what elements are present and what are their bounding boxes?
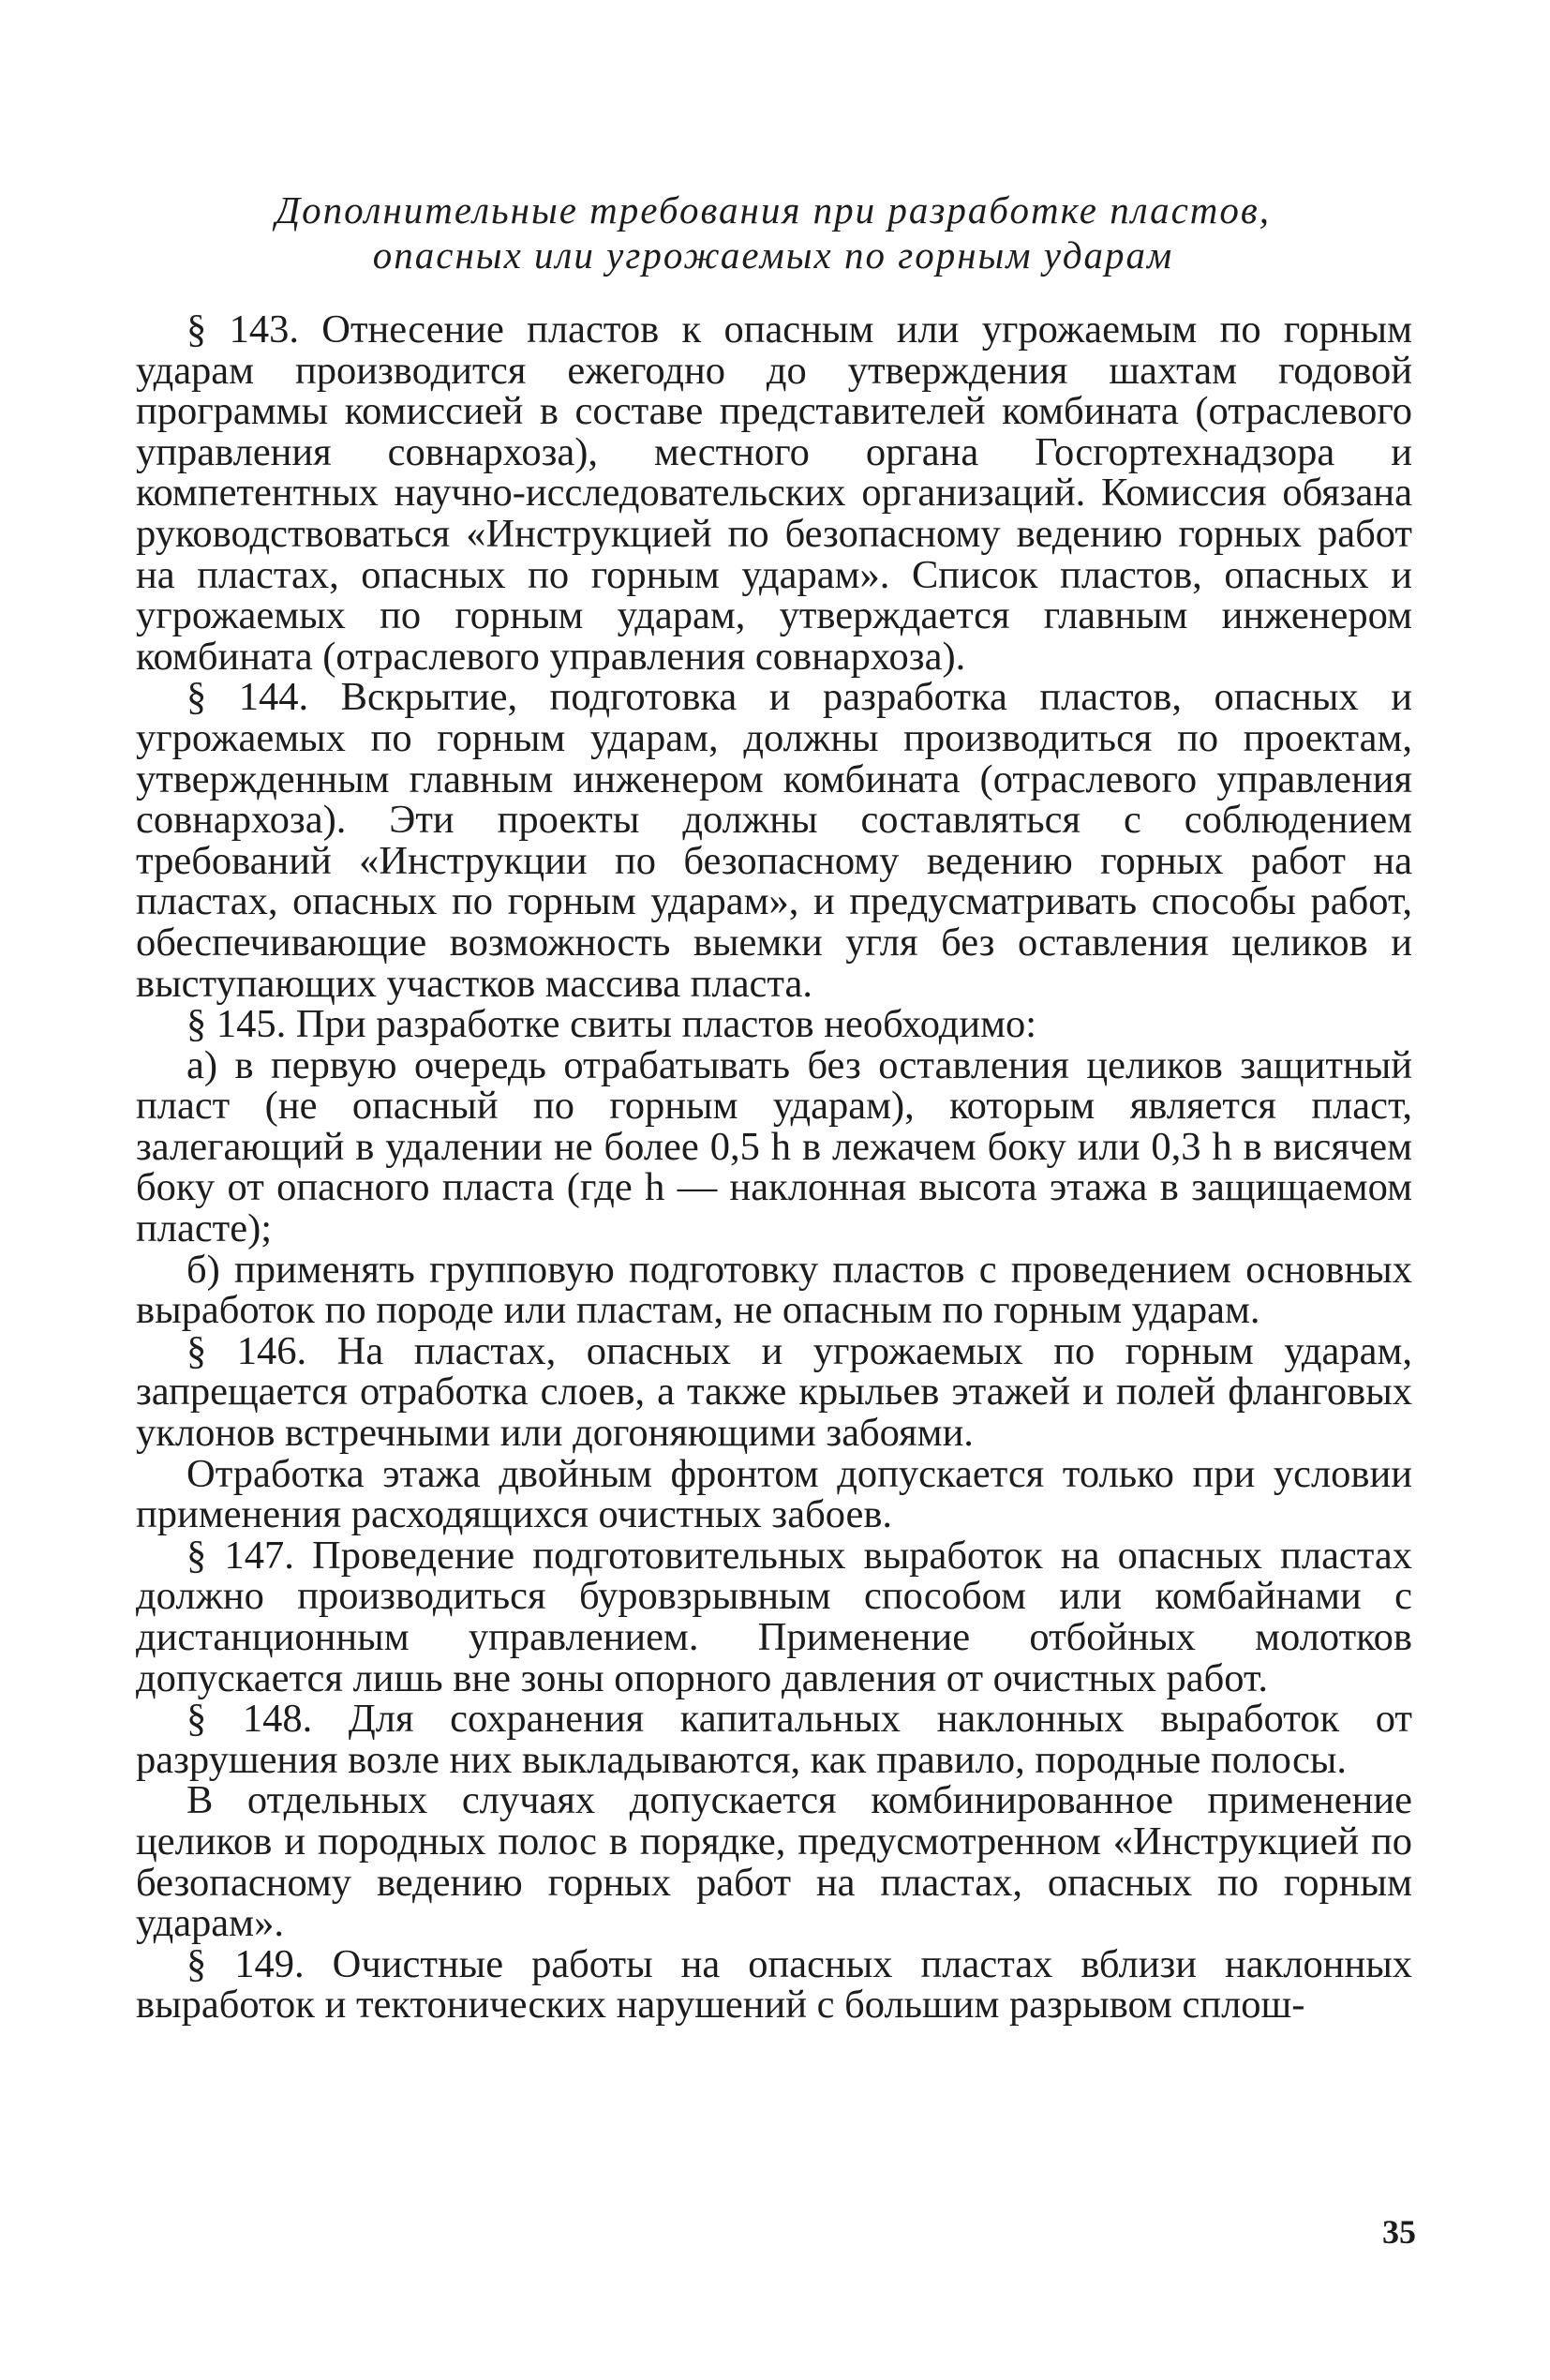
paragraph-143: § 143. Отнесение пластов к опасным или угрожаемым по горным ударам производится ежегодно до утверждения шахтам годовой программы комиссией в составе представителей комбината (отраслевого управления совнархоза), местного органа Госгортехнадзора и компетентных научно-исследовательских организаций. Комиссия обязана руководствоваться «Инструкцией по безопасному ведению горных работ на пластах, опасных по горным ударам». Список пластов, опасных и угрожаемых по горным ударам, утверждается главным инженером комбината (отраслевого управления совнархоза). (136, 307, 1412, 679)
paragraph-148-continued: В отдельных случаях допускается комбинированное применение целиков и породных полос в порядке, предусмотренном «Инструкцией по безопасному ведению горных работ на пластах, опасных по горным ударам». (136, 1778, 1412, 1946)
page-number: 35 (1382, 2213, 1416, 2251)
paragraph-146: § 146. На пластах, опасных и угрожаемых по горным ударам, запрещается отработка слоев, а также крыльев этажей и полей фланговых уклонов встречными или догоняющими забоями. (136, 1328, 1412, 1456)
paragraph-144: § 144. Вскрытие, подготовка и разработка пластов, опасных и угрожаемых по горным ударам, должны производиться по проектам, утвержденным главным инженером комбината (отраслевого управления совнархоза). Эти проекты должны составляться с соблюдением требований «Инструкции по безопасному ведению горных работ на пластах, опасных по горным ударам», и предусматривать способы работ, обеспечивающие возможность выемки угля без оставления целиков и выступающих участков массива пласта. (136, 675, 1412, 1006)
section-heading-line-2: опасных или угрожаемых по горным ударам (372, 233, 1174, 277)
paragraph-147: § 147. Проведение подготовительных выработок на опасных пластах должно производиться буровзрывным способом или комбайнами с дистанционным управлением. Применение отбойных молотков допускается лишь вне зоны опорного давления от очистных работ. (136, 1533, 1412, 1700)
section-heading (131, 187, 1415, 277)
paragraph-145-b: б) применять групповую подготовку пластов с проведением основных выработок по породе или пластам, не опасным по горным ударам. (136, 1247, 1412, 1333)
paragraph-145-a: а) в первую очередь отрабатывать без оставления целиков защитный пласт (не опасный по горным ударам), которым является пласт, залегающий в удалении не более 0,5 h в лежачем боку или 0,3 h в висячем боку от опасного пласта (где h — наклонная высота этажа в защищаемом пласте); (136, 1042, 1412, 1251)
paragraph-146-continued: Отработка этажа двойным фронтом допускается только при условии применения расходящихся очистных забоев. (136, 1451, 1412, 1537)
body-text (136, 309, 1412, 2026)
paragraph-149: § 149. Очистные работы на опасных пластах вблизи наклонных выработок и тектонических нарушений с большим разрывом сплош- (136, 1941, 1412, 2028)
paragraph-148: § 148. Для сохранения капитальных наклонных выработок от разрушения возле них выкладываются, как правило, породные полосы. (136, 1697, 1412, 1782)
section-heading-line-1: Дополнительные требования при разработке пластов, (276, 188, 1271, 232)
paragraph-145: § 145. При разработке свиты пластов необходимо: (186, 1002, 1037, 1047)
